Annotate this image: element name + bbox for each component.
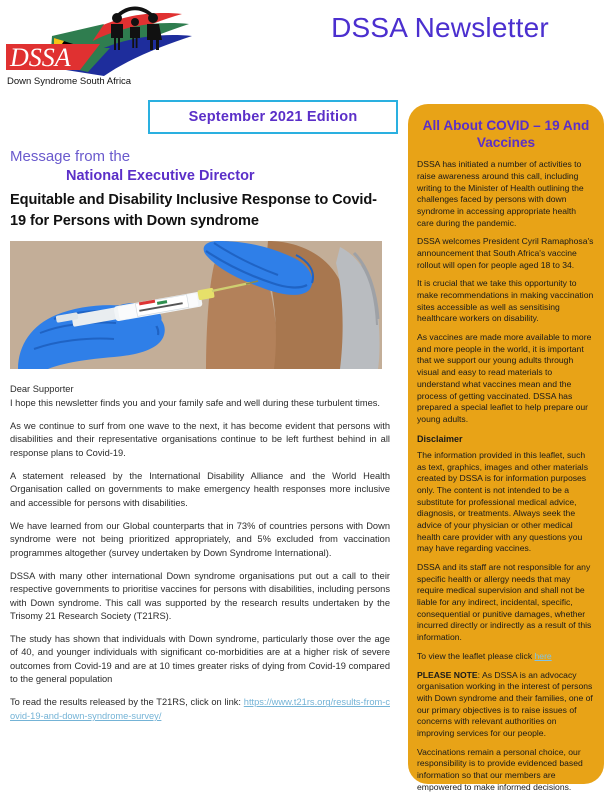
newsletter-title: DSSA Newsletter <box>331 12 549 43</box>
salutation: Dear Supporter <box>10 384 74 395</box>
leaflet-link-lead-in: To view the leaflet please click <box>417 650 535 661</box>
article-paragraph-5: DSSA with many other international Down syndrome organisations put out a call to their respective governments to prioritise vaccines for persons with disabilities, including persons with Down syndrome. This call was supported by the research results undertaken by the Trisomy 21 Research Society (T21RS). <box>10 570 390 621</box>
please-note-label: PLEASE NOTE <box>417 669 478 680</box>
sidebar-title: All About COVID – 19 And Vaccines <box>422 118 590 150</box>
article-paragraph-3: A statement released by the International Disability Alliance and the World Health Organisation called on governments to make emergency health responses more inclusive and accessible for persons with disabilities. <box>10 470 390 508</box>
svg-text:DSSA: DSSA <box>10 43 71 72</box>
vaccination-photo <box>10 241 382 369</box>
disclaimer-paragraph-1: The information provided in this leaflet, such as text, graphics, images and other materials created by DSSA is for information purposes only. The content is not intended to be a substitute for professional medical advice, diagnosis, or treatments. Always seek the advice of your physician or other medical health care provider with any questions you may have regarding vaccines. <box>417 449 589 554</box>
disclaimer-paragraph-2: DSSA and its staff are not responsible for any specific health or allergy needs that may require medical supervision and shall not be liable for any indirect, incidental, specific, consequential or punitive damages, whether incurred directly or indirectly as a result of this information. <box>417 562 592 643</box>
leaflet-here-link[interactable]: here <box>534 650 552 661</box>
dssa-logo <box>4 8 194 94</box>
sidebar-paragraph-1: DSSA has initiated a number of activities to raise awareness around this call, including writing to the Minister of Health outlining the challenges faced by persons with down syndrome in accessing appropriate health care during the pandemic. <box>417 159 584 228</box>
please-note-paragraph <box>417 670 595 740</box>
article-paragraph-1: I hope this newsletter finds you and your family safe and well during these turbulent times. <box>10 397 381 408</box>
covid-vaccines-sidebar <box>408 104 604 792</box>
article-paragraph-6: The study has shown that individuals with Down syndrome, particularly those over the age of 40, and younger individuals with significant co-morbidities are at a higher risk of severe outcomes from Covid-19 and are at 10 times greater risks of dying from Covid-19 compared to the general population <box>10 633 390 685</box>
sidebar-paragraph-2: DSSA welcomes President Cyril Ramaphosa's announcement that South Africa's vaccine rollout will open for people aged 18 to 34. <box>417 236 594 270</box>
leaflet-link-paragraph <box>417 651 595 663</box>
please-note-body: : As DSSA is an advocacy organisation working in the interest of persons with Down syndrome and their families, one of our primary objectives is to raise issues of concerns with relevant authorities on improving services for our people. <box>417 669 593 738</box>
message-role-label: National Executive Director <box>66 168 255 184</box>
main-article-column <box>10 148 390 788</box>
article-paragraph-2: As we continue to surf from one wave to the next, it has become evident that persons with disabilities and their representative organisations continue to be left furthest behind in all response plans to Covid-19. <box>10 420 390 458</box>
disclaimer-heading: Disclaimer <box>417 433 463 444</box>
article-paragraph-4: We have learned from our Global counterparts that in 73% of countries persons with Down syndrome were not being prioritized appropriately, and 5% excluded from vaccination programmes altogether (survey undertaken by Down Syndrome International). <box>10 520 390 558</box>
t21rs-results-link[interactable]: https://www.t21rs.org/results-from-covid-19-and-down-syndrome-survey/ <box>10 697 390 721</box>
vaccination-photo-image <box>10 241 382 369</box>
message-from-label: Message from the <box>10 148 131 165</box>
article-title: Equitable and Disability Inclusive Response to Covid-19 for Persons with Down syndrome <box>10 192 377 229</box>
page-header <box>0 0 612 95</box>
edition-label: September 2021 Edition <box>188 109 358 125</box>
closing-paragraph: Vaccinations remain a personal choice, our responsibility is to provide evidenced based information so that our members are empowered to make informed decisions. <box>417 746 583 792</box>
t21rs-link-paragraph <box>10 696 390 723</box>
edition-banner <box>148 100 398 134</box>
svg-text:Down Syndrome South Africa: Down Syndrome South Africa <box>7 76 132 87</box>
sidebar-paragraph-3: It is crucial that we take this opportunity to make recommendations in making vaccination sites accessible as well as sensitising healthcare workers on disability. <box>417 278 594 324</box>
sidebar-paragraph-4: As vaccines are made more available to more and more people in the world, it is important that we support our young adults through visual and easy to read materials to understand what vaccines mean and the process of getting vaccinated. DSSA has prepared a special leaflet to help prepare our young adults. <box>417 332 592 424</box>
dssa-logo-icon <box>4 8 194 94</box>
t21rs-link-lead-in: To read the results released by the T21RS, click on link: <box>10 697 244 708</box>
